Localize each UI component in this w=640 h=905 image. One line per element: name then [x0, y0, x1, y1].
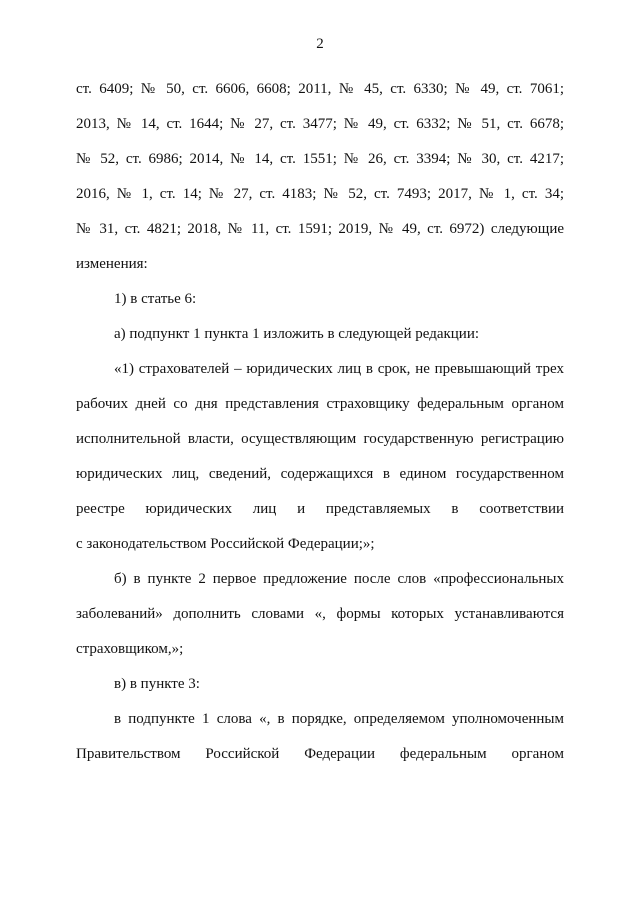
text-line: в) в пункте 3:	[114, 676, 200, 692]
text-line: б) в пункте 2 первое предложение после слов «профессиональных	[114, 571, 564, 587]
text-line: Правительством Российской Федерации федеральным органом	[76, 746, 564, 762]
text-line: юридических лиц, сведений, содержащихся в едином государственном	[76, 466, 564, 482]
text-line: изменения:	[76, 256, 148, 272]
text-line: 2013, № 14, ст. 1644; № 27, ст. 3477; № 49, ст. 6332; № 51, ст. 6678;	[76, 116, 564, 132]
text-line: страховщиком,»;	[76, 641, 184, 657]
text-line: ст. 6409; № 50, ст. 6606, 6608; 2011, № 45, ст. 6330; № 49, ст. 7061;	[76, 81, 564, 97]
text-line: исполнительной власти, осуществляющим государственную регистрацию	[76, 431, 564, 447]
text-line: 2016, № 1, ст. 14; № 27, ст. 4183; № 52, ст. 7493; 2017, № 1, ст. 34;	[76, 186, 564, 202]
text-line: в подпункте 1 слова «, в порядке, определяемом уполномоченным	[114, 711, 564, 727]
text-line: с законодательством Российской Федерации;»;	[76, 536, 375, 552]
text-line: рабочих дней со дня представления страховщику федеральным органом	[76, 396, 564, 412]
text-line: № 31, ст. 4821; 2018, № 11, ст. 1591; 2019, № 49, ст. 6972) следующие	[76, 221, 564, 237]
text-line: № 52, ст. 6986; 2014, № 14, ст. 1551; № 26, ст. 3394; № 30, ст. 4217;	[76, 151, 564, 167]
text-line: «1) страхователей – юридических лиц в срок, не превышающий трех	[114, 361, 564, 377]
text-line: а) подпункт 1 пункта 1 изложить в следующей редакции:	[114, 326, 480, 342]
text-line: 1) в статье 6:	[114, 291, 197, 307]
page-number: 2	[316, 36, 324, 52]
text-line: реестре юридических лиц и представляемых в соответствии	[76, 501, 564, 517]
document-body	[76, 72, 564, 772]
text-line: заболеваний» дополнить словами «, формы которых устанавливаются	[76, 606, 564, 622]
